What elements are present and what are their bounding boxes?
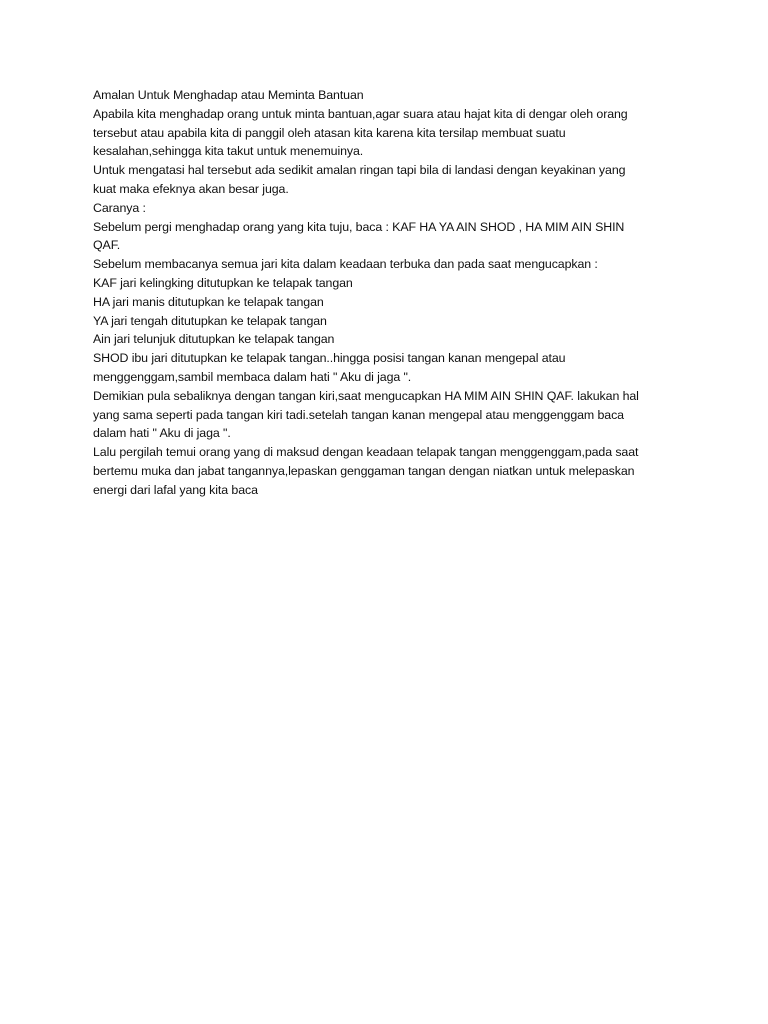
- text-line: kuat maka efeknya akan besar juga.: [93, 181, 289, 196]
- text-line: Ain jari telunjuk ditutupkan ke telapak tangan: [93, 332, 335, 347]
- text-line: Apabila kita menghadap orang untuk minta bantuan,agar suara atau hajat kita di dengar oleh orang: [93, 106, 628, 121]
- text-line: QAF.: [93, 238, 121, 253]
- text-line: yang sama seperti pada tangan kiri tadi.setelah tangan kanan mengepal atau menggenggam baca: [93, 407, 624, 422]
- text-line: menggenggam,sambil membaca dalam hati " Aku di jaga ".: [93, 369, 412, 384]
- text-line: Caranya :: [93, 200, 146, 215]
- text-line: energi dari lafal yang kita baca: [93, 482, 258, 497]
- text-line: YA jari tengah ditutupkan ke telapak tangan: [93, 313, 327, 328]
- document-text-block: [93, 86, 683, 500]
- text-line: dalam hati " Aku di jaga ".: [93, 426, 231, 441]
- text-line: Lalu pergilah temui orang yang di maksud dengan keadaan telapak tangan menggenggam,pada saat: [93, 445, 639, 460]
- text-line: Sebelum pergi menghadap orang yang kita tuju, baca : KAF HA YA AIN SHOD , HA MIM AIN SHIN: [93, 219, 625, 234]
- text-line: Demikian pula sebaliknya dengan tangan kiri,saat mengucapkan HA MIM AIN SHIN QAF. lakukan hal: [93, 388, 639, 403]
- document-title: Amalan Untuk Menghadap atau Meminta Bantuan: [93, 88, 364, 102]
- text-line: Untuk mengatasi hal tersebut ada sedikit amalan ringan tapi bila di landasi dengan keyakinan yang: [93, 163, 626, 178]
- text-line: Sebelum membacanya semua jari kita dalam keadaan terbuka dan pada saat mengucapkan :: [93, 257, 598, 272]
- text-line: HA jari manis ditutupkan ke telapak tangan: [93, 294, 324, 309]
- text-line: tersebut atau apabila kita di panggil oleh atasan kita karena kita tersilap membuat suatu: [93, 125, 566, 140]
- text-line: bertemu muka dan jabat tangannya,lepaskan genggaman tangan dengan niatkan untuk melepaskan: [93, 463, 635, 478]
- text-line: kesalahan,sehingga kita takut untuk menemuinya.: [93, 144, 364, 159]
- text-line: KAF jari kelingking ditutupkan ke telapak tangan: [93, 275, 353, 290]
- text-line: SHOD ibu jari ditutupkan ke telapak tangan..hingga posisi tangan kanan mengepal atau: [93, 351, 566, 366]
